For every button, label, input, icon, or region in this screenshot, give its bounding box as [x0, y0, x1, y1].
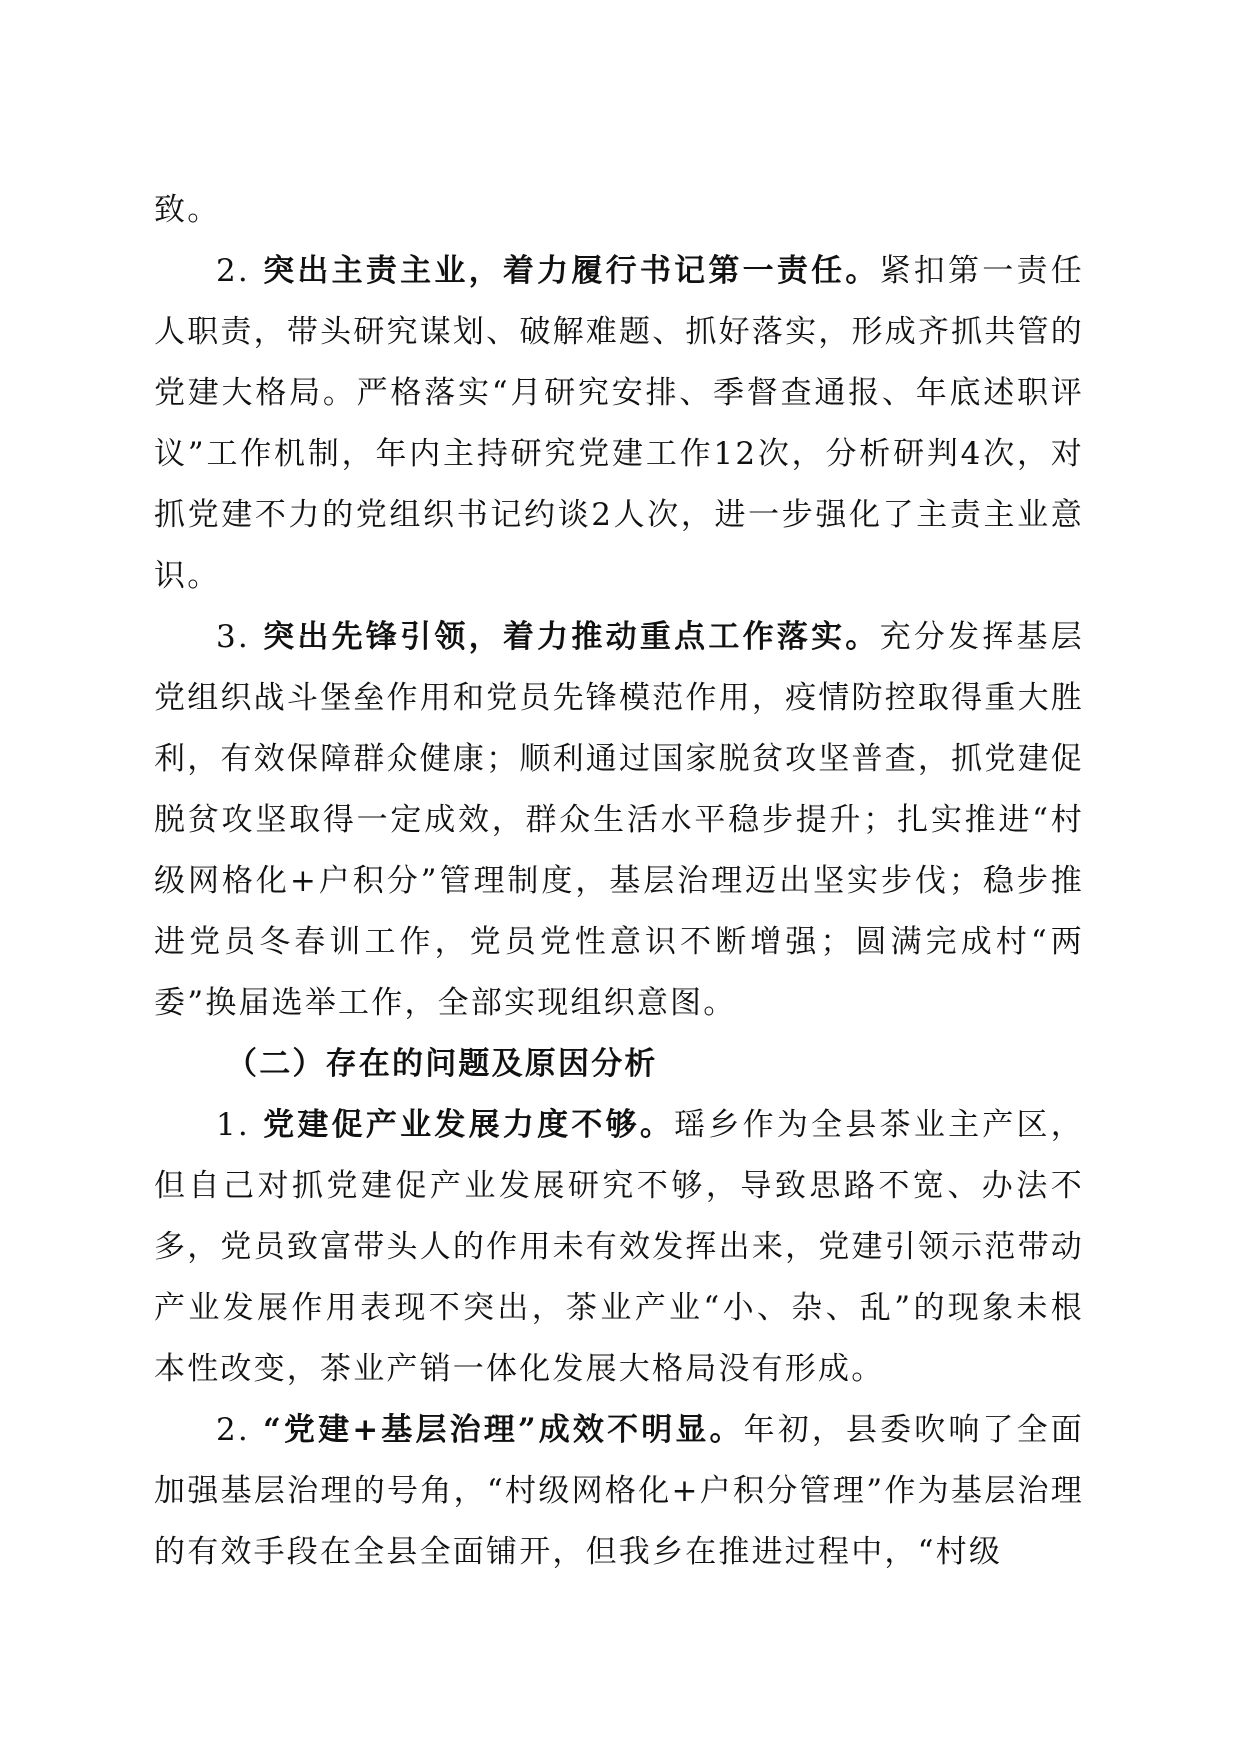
- section-heading: （二）存在的问题及原因分析: [226, 1046, 658, 1082]
- item-lead-sentence: 党建促产业发展力度不够。: [263, 1107, 675, 1143]
- item-body: 紧扣第一责任人职责，带头研究谋划、破解难题、抓好落实，形成齐抓共管的党建大格局。严格落实“月研究安排、季督查通报、年底述职评议”工作机制，年内主持研究党建工作12次，分析研判4次，对抓党建不力的党组织书记约谈2人次，进一步强化了主责主业意识。: [154, 253, 1085, 594]
- item-number: 2.: [216, 253, 264, 289]
- paragraph-item-2: [154, 241, 1084, 607]
- item-number: 3.: [216, 619, 264, 655]
- item-body: 充分发挥基层党组织战斗堡垒作用和党员先锋模范作用，疫情防控取得重大胜利，有效保障群众健康；顺利通过国家脱贫攻坚普查，抓党建促脱贫攻坚取得一定成效，群众生活水平稳步提升；扎实推进“村级网格化+户积分”管理制度，基层治理迈出坚实步伐；稳步推进党员冬春训工作，党员党性意识不断增强；圆满完成村“两委”换届选举工作，全部实现组织意图。: [154, 619, 1085, 1021]
- item-number: 2.: [216, 1412, 263, 1448]
- paragraph-item-3: [154, 607, 1084, 1034]
- paragraph-problem-2: [154, 1400, 1084, 1583]
- paragraph-problem-1: [154, 1095, 1084, 1400]
- item-lead-sentence: “党建+基层治理”成效不明显。: [262, 1412, 744, 1448]
- item-lead-sentence: 突出先锋引领，着力推动重点工作落实。: [263, 619, 880, 655]
- item-lead-sentence: 突出主责主业，着力履行书记第一责任。: [263, 253, 880, 289]
- document-page: [154, 180, 1084, 1583]
- item-body: 瑶乡作为全县茶业主产区，但自己对抓党建促产业发展研究不够，导致思路不宽、办法不多，党员致富带头人的作用未有效发挥出来，党建引领示范带动产业发展作用表现不突出，茶业产业“小、杂、乱”的现象未根本性改变，茶业产销一体化发展大格局没有形成。: [154, 1107, 1085, 1387]
- paragraph-text: 致。: [154, 192, 221, 228]
- item-body: 年初，县委吹响了全面加强基层治理的号角，“村级网格化+户积分管理”作为基层治理的有效手段在全县全面铺开，但我乡在推进过程中，“村级: [154, 1412, 1085, 1570]
- item-number: 1.: [216, 1107, 264, 1143]
- paragraph-continuation: [154, 180, 1084, 241]
